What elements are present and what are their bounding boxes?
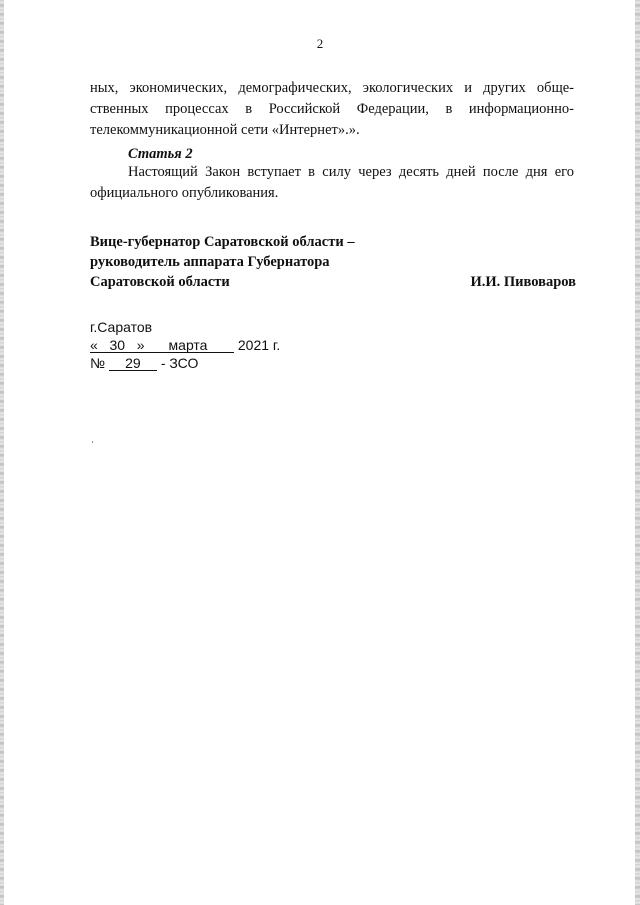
paragraph-continuation xyxy=(90,78,574,141)
page-number: 2 xyxy=(316,36,324,51)
quote-open: « xyxy=(90,337,98,353)
document-number-suffix: - ЗСО xyxy=(160,355,199,371)
date-line xyxy=(90,336,280,354)
date-day-field xyxy=(90,337,145,353)
article-2-text xyxy=(90,162,574,204)
paragraph-line: Настоящий Закон вступает в силу через десять дней после дня его xyxy=(128,164,574,180)
paragraph-line: телекоммуникационной сети «Интернет».». xyxy=(90,122,360,138)
signature-block xyxy=(90,232,576,292)
number-line xyxy=(90,354,280,372)
city: г.Саратов xyxy=(90,319,153,335)
scan-edge-right xyxy=(635,0,640,905)
paragraph-line: ственных процессах в Российской Федерации, в информационно- xyxy=(90,101,574,117)
date-year: 2021 г. xyxy=(237,337,281,353)
date-month: марта xyxy=(142,338,234,353)
paragraph-line: официального опубликования. xyxy=(90,185,279,201)
place-date-block xyxy=(90,318,280,372)
date-day: 30 xyxy=(109,337,126,353)
quote-close: » xyxy=(136,337,145,353)
signatory-position-line: Саратовской области xyxy=(90,274,230,290)
paragraph-line: ных, экономических, демографических, экологических и других обще- xyxy=(90,80,574,96)
signatory-position-line: Вице-губернатор Саратовской области – xyxy=(90,234,355,250)
scan-speck xyxy=(92,441,93,443)
number-sign: № xyxy=(90,355,106,371)
article-2-title: Статья 2 xyxy=(128,146,193,162)
signatory-name: И.И. Пивоваров xyxy=(470,274,576,290)
document-number: 29 xyxy=(109,356,157,371)
scan-edge-left xyxy=(0,0,4,905)
signatory-position-line: руководитель аппарата Губернатора xyxy=(90,254,330,270)
